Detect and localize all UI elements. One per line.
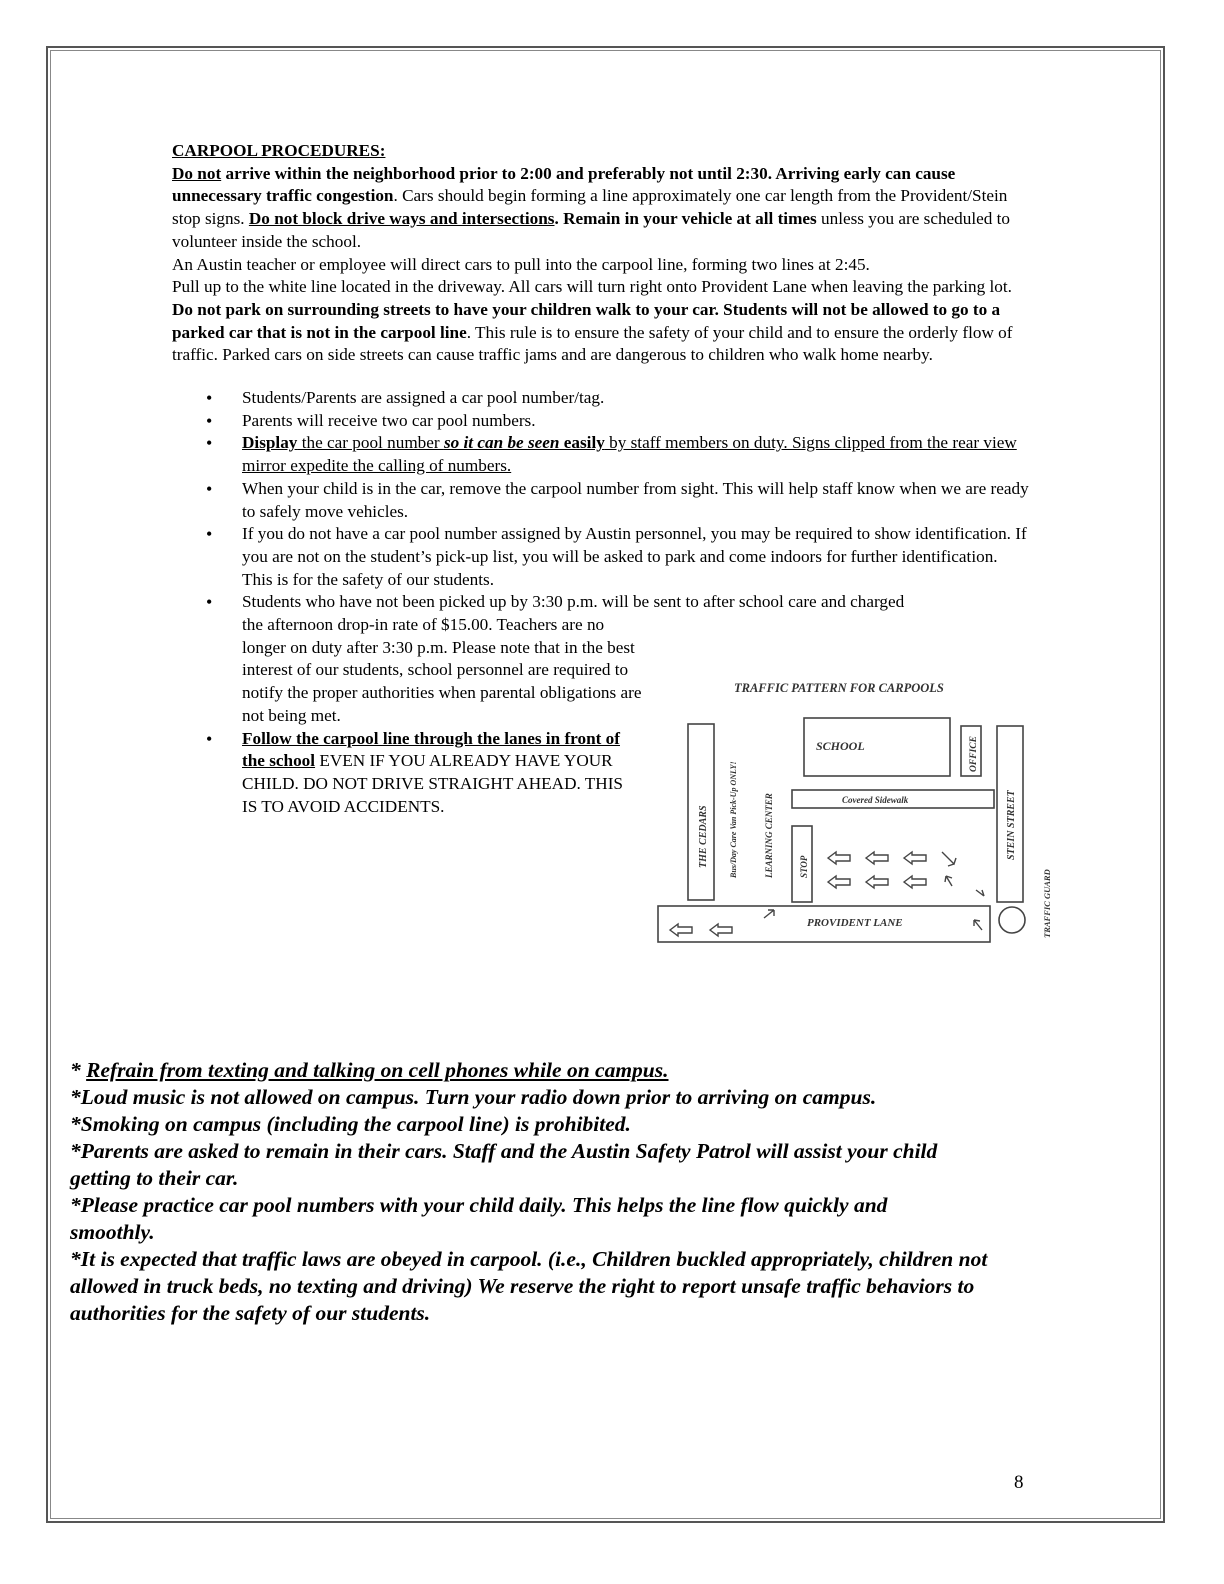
pickup-deadline-text: • Students who have not been picked up by 3:30 p.m. will be sent to after school care and charged: [242, 592, 905, 612]
display-text: Display: [242, 433, 298, 453]
note-smoking: *Smoking on campus (including the carpool line) is prohibited.: [70, 1112, 631, 1136]
volunteer-text: unless you are scheduled to volunteer inside the school.: [172, 209, 1011, 251]
van-pickup-label: Bus/Day Care Van Pick-Up ONLY!: [729, 761, 738, 878]
campus-notes: [70, 1057, 1070, 1327]
provident-lane-label: PROVIDENT LANE: [807, 917, 903, 929]
follow-line-bold: Follow the carpool line through the lanes in front of the school: [242, 728, 620, 771]
car-pool-number-text: the car pool number: [297, 433, 444, 453]
traffic-guard-label: TRAFFIC GUARD: [1042, 869, 1052, 938]
list-item: • When your child is in the car, remove the carpool number from sight. This will help staff know when we are ready to safely move vehicles.: [172, 478, 1032, 523]
note-phones-text: Refrain from texting and talking on cell phones while on campus.: [86, 1058, 669, 1082]
follow-line-text: [242, 728, 642, 819]
seen-text: so it can be seen: [443, 433, 560, 453]
drop-in-rate-text: the afternoon drop-in rate of $15.00. Teachers are no longer on duty after 3:30 p.m. Please note that in the best interest of our students, school personnel are required to notify the proper authorities when parental obligations are not being met.: [242, 615, 642, 725]
easily-text: easily: [559, 433, 605, 453]
staff-text: by staff members on duty. Signs clipped from the rear view mirror expedite the calling of numbers.: [242, 433, 1017, 476]
school-label: SCHOOL: [816, 739, 865, 753]
traffic-pattern-diagram: [652, 672, 1072, 950]
stein-street-label: STEIN STREET: [1006, 790, 1017, 860]
list-item: • If you do not have a car pool number assigned by Austin personnel, you may be required to show identification. If you are not on the student’s pick-up list, you will be asked to park and come indoors for further identification. This is for the safety of our students.: [172, 523, 1032, 591]
intro-paragraph-1: [172, 163, 1032, 254]
arrival-rule-text: arrive within the neighborhood prior to 2:00 and preferably not until 2:30. Arriving early can cause unnecessary traffic congestion: [172, 163, 956, 206]
learning-center-label: LEARNING CENTER: [764, 793, 774, 878]
remain-vehicle-text: . Remain in your vehicle at all times: [554, 209, 817, 229]
list-item: • Parents will receive two car pool numbers.: [172, 410, 1032, 433]
section-heading: CARPOOL PROCEDURES:: [172, 141, 386, 160]
diagram-title: TRAFFIC PATTERN FOR CARPOOLS: [734, 681, 944, 695]
note-star: *: [70, 1058, 87, 1082]
no-block-text: Do not block drive ways and intersections: [248, 209, 555, 229]
sidewalk-label: Covered Sidewalk: [842, 795, 909, 805]
note-music: *Loud music is not allowed on campus. Turn your radio down prior to arriving on campus.: [70, 1085, 877, 1109]
white-line-text: Pull up to the white line located in the driveway. All cars will turn right onto Provident Lane when leaving the parking lot.: [172, 277, 1012, 297]
safety-reason-text: . This rule is to ensure the safety of your child and to ensure the orderly flow of traffic. Parked cars on side streets can cause traffic jams and are dangerous to children who walk home nearby.: [172, 322, 1013, 365]
stop-label: STOP: [799, 855, 809, 878]
no-park-rule-text: Do not park on surrounding streets to have your children walk to your car. Students will not be allowed to go to a parked car that is not in the carpool line: [172, 299, 1001, 342]
note-remain-cars: *Parents are asked to remain in their cars. Staff and the Austin Safety Patrol will assist your child getting to their car.: [70, 1139, 938, 1190]
line-forming-text: . Cars should begin forming a line approximately one car length from the Provident/Stein stop signs.: [172, 186, 1008, 229]
note-phones: [70, 1057, 1070, 1084]
traffic-guard-circle: [999, 907, 1025, 933]
intro-paragraph-2: An Austin teacher or employee will direct cars to pull into the carpool line, forming two lines at 2:45.: [172, 254, 870, 274]
list-item: [172, 432, 1032, 477]
cedars-label: THE CEDARS: [698, 805, 709, 868]
page-number: 8: [1014, 1472, 1024, 1493]
note-practice-numbers: *Please practice car pool numbers with your child daily. This helps the line flow quickly and smoothly.: [70, 1193, 888, 1244]
list-item: • Students/Parents are assigned a car pool number/tag.: [172, 387, 1032, 410]
office-label: OFFICE: [969, 736, 979, 772]
follow-line-caps: EVEN IF YOU ALREADY HAVE YOUR CHILD. DO NOT DRIVE STRAIGHT AHEAD. THIS IS TO AVOID ACCIDENTS.: [242, 751, 623, 816]
note-traffic-laws: *It is expected that traffic laws are obeyed in carpool. (i.e., Children buckled appropriately, children not allowed in truck beds, no texting and driving) We reserve the right to report unsafe traffic behaviors to authorities for the safety of our students.: [70, 1247, 988, 1325]
intro-paragraph-3: [172, 276, 1032, 367]
do-not-text: Do not: [172, 163, 222, 183]
